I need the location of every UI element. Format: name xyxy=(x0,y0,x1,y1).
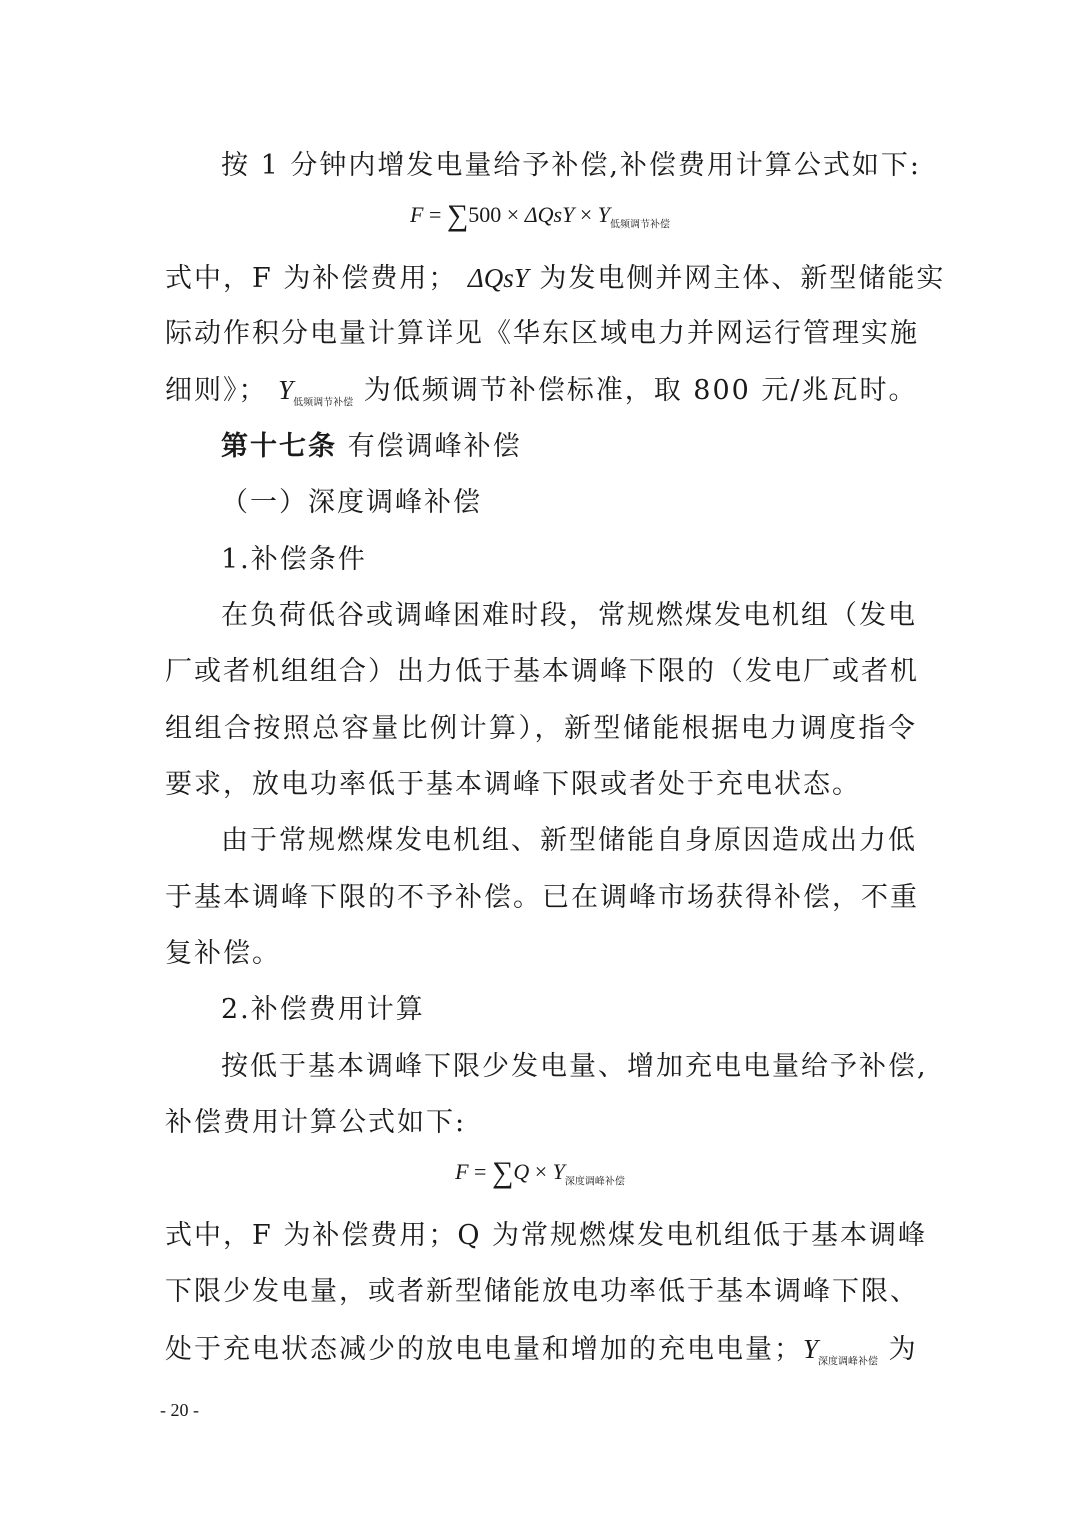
paragraph-line: 际动作积分电量计算详见《华东区域电力并网运行管理实施 xyxy=(165,318,919,349)
inline-variable: ΔQsY xyxy=(467,263,529,293)
paragraph-line: 下限少发电量，或者新型储能放电功率低于基本调峰下限、 xyxy=(165,1276,919,1307)
text-span: 为低频调节补偿标准，取 800 元/兆瓦时。 xyxy=(353,375,918,406)
paragraph-line: 补偿费用计算公式如下: xyxy=(165,1107,467,1138)
formula-low-frequency-compensation xyxy=(0,200,1080,230)
sum-symbol: ∑ xyxy=(491,1156,514,1189)
formula-variable: F xyxy=(410,202,424,227)
formula-variable: ΔQsY xyxy=(524,202,575,227)
formula-operator: × xyxy=(579,202,593,227)
formula-operator: × xyxy=(506,202,520,227)
article-number: 第十七条 xyxy=(221,431,337,462)
formula-subscript: 低频调节补偿 xyxy=(609,219,670,231)
text-span: 处于充电状态减少的放电电量和增加的充电电量； xyxy=(165,1334,803,1365)
paragraph-line: 组组合按照总容量比例计算），新型储能根据电力调度指令 xyxy=(165,713,917,744)
subsection-heading: 1.补偿条件 xyxy=(221,544,367,575)
text-span: 为发电侧并网主体、新型储能实 xyxy=(528,263,946,294)
paragraph-line: 复补偿。 xyxy=(165,938,281,969)
inline-subscript: 低频调节补偿 xyxy=(293,397,354,409)
paragraph-line xyxy=(165,370,917,410)
subsection-heading: 2.补偿费用计算 xyxy=(221,994,425,1025)
paragraph-line: 由于常规燃煤发电机组、新型储能自身原因造成出力低 xyxy=(221,825,917,856)
paragraph-line: 厂或者机组组合）出力低于基本调峰下限的（发电厂或者机 xyxy=(165,656,919,687)
paragraph-line: 于基本调峰下限的不予补偿。已在调峰市场获得补偿，不重 xyxy=(165,882,919,913)
formula-constant: 500 xyxy=(468,202,502,227)
page-number: - 20 - xyxy=(160,1400,199,1420)
text-span: 式中，F 为补偿费用； xyxy=(165,263,468,294)
paragraph-line: 式中，F 为补偿费用；Q 为常规燃煤发电机组低于基本调峰 xyxy=(165,1220,928,1251)
sum-symbol: ∑ xyxy=(446,199,469,232)
paragraph-line: 要求，放电功率低于基本调峰下限或者处于充电状态。 xyxy=(165,769,861,800)
formula-operator: = xyxy=(474,1159,487,1184)
formula-deep-peak-compensation xyxy=(0,1157,1080,1187)
text-span: 细则》； xyxy=(165,375,279,406)
section-heading: （一）深度调峰补偿 xyxy=(221,487,482,518)
paragraph-line xyxy=(165,1329,917,1369)
formula-variable: F xyxy=(455,1159,469,1184)
paragraph-line: 在负荷低谷或调峰困难时段，常规燃煤发电机组（发电 xyxy=(221,600,917,631)
article-title: 有偿调峰补偿 xyxy=(347,431,522,462)
formula-variable: Y xyxy=(552,1159,565,1184)
inline-subscript: 深度调峰补偿 xyxy=(818,1356,879,1368)
inline-variable: Y xyxy=(278,375,294,405)
formula-subscript: 深度调峰补偿 xyxy=(564,1176,625,1188)
text-span: 为 xyxy=(878,1334,918,1365)
paragraph-line xyxy=(165,258,946,298)
formula-operator: × xyxy=(534,1159,548,1184)
paragraph-line: 按 1 分钟内增发电量给予补偿,补偿费用计算公式如下: xyxy=(221,150,922,181)
formula-variable: Q xyxy=(513,1159,530,1184)
formula-operator: = xyxy=(428,202,442,227)
paragraph-line: 按低于基本调峰下限少发电量、增加充电电量给予补偿, xyxy=(221,1051,928,1082)
inline-variable: Y xyxy=(803,1334,819,1364)
article-heading xyxy=(221,427,917,467)
formula-variable: Y xyxy=(597,202,610,227)
